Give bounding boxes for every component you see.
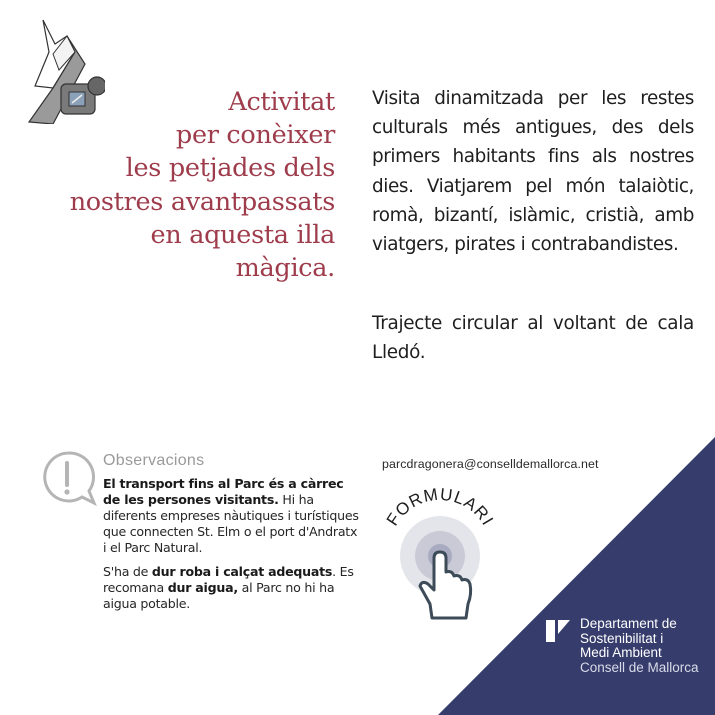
formulari-button[interactable] bbox=[370, 480, 510, 620]
clothing-note-text: S'ha de bbox=[103, 564, 152, 579]
headline bbox=[35, 86, 335, 285]
activity-description bbox=[372, 84, 694, 272]
formulari-label: FORMULARI bbox=[382, 484, 498, 530]
observations-body bbox=[103, 476, 363, 620]
water-note-text: . Es recomana bbox=[103, 564, 354, 595]
headline-line: màgica. bbox=[235, 253, 335, 284]
headline-line: les petjades dels bbox=[125, 153, 335, 184]
route-description: Trajecte circular al voltant de cala Lledó. bbox=[372, 313, 694, 364]
transport-detail: Hi ha diferents empreses nàutiques i turístiques que connecten St. Elm o el port d'Andratx i el Parc Natural. bbox=[103, 492, 359, 555]
transport-note: El transport fins al Parc és a càrrec de les persones visitants. bbox=[103, 476, 344, 507]
consell-name: Consell de Mallorca bbox=[580, 659, 699, 675]
headline-line: en aquesta illa bbox=[150, 219, 335, 250]
department-name bbox=[580, 617, 699, 675]
department-line: Medi Ambient bbox=[580, 645, 662, 661]
speech-bubble-exclamation-icon bbox=[38, 449, 98, 507]
contact-email-link[interactable]: parcdragonera@conselldemallorca.net bbox=[382, 457, 599, 471]
department-line: Sostenibilitat i bbox=[580, 630, 664, 646]
water-note-bold: dur aigua, bbox=[167, 580, 238, 595]
observations-title: Observacions bbox=[103, 452, 205, 469]
consell-logo-icon bbox=[546, 620, 570, 642]
headline-line: per conèixer bbox=[175, 120, 335, 151]
department-line: Departament de bbox=[580, 616, 677, 631]
department-logo-block bbox=[546, 617, 699, 675]
clothing-note-bold: dur roba i calçat adequats bbox=[151, 564, 333, 579]
headline-line: nostres avantpassats bbox=[69, 186, 335, 217]
water-note-rest: al Parc no hi ha aigua potable. bbox=[103, 580, 335, 611]
headline-line: Activitat bbox=[228, 87, 335, 117]
description-paragraph: Visita dinamitzada per les restes culturals més antigues, des dels primers habitants fins als nostres dies. Viatjarem pel món talaiòtic, romà, bizantí, islàmic, cristià, amb viatgers, pirates i contrabandistes. bbox=[372, 88, 694, 256]
